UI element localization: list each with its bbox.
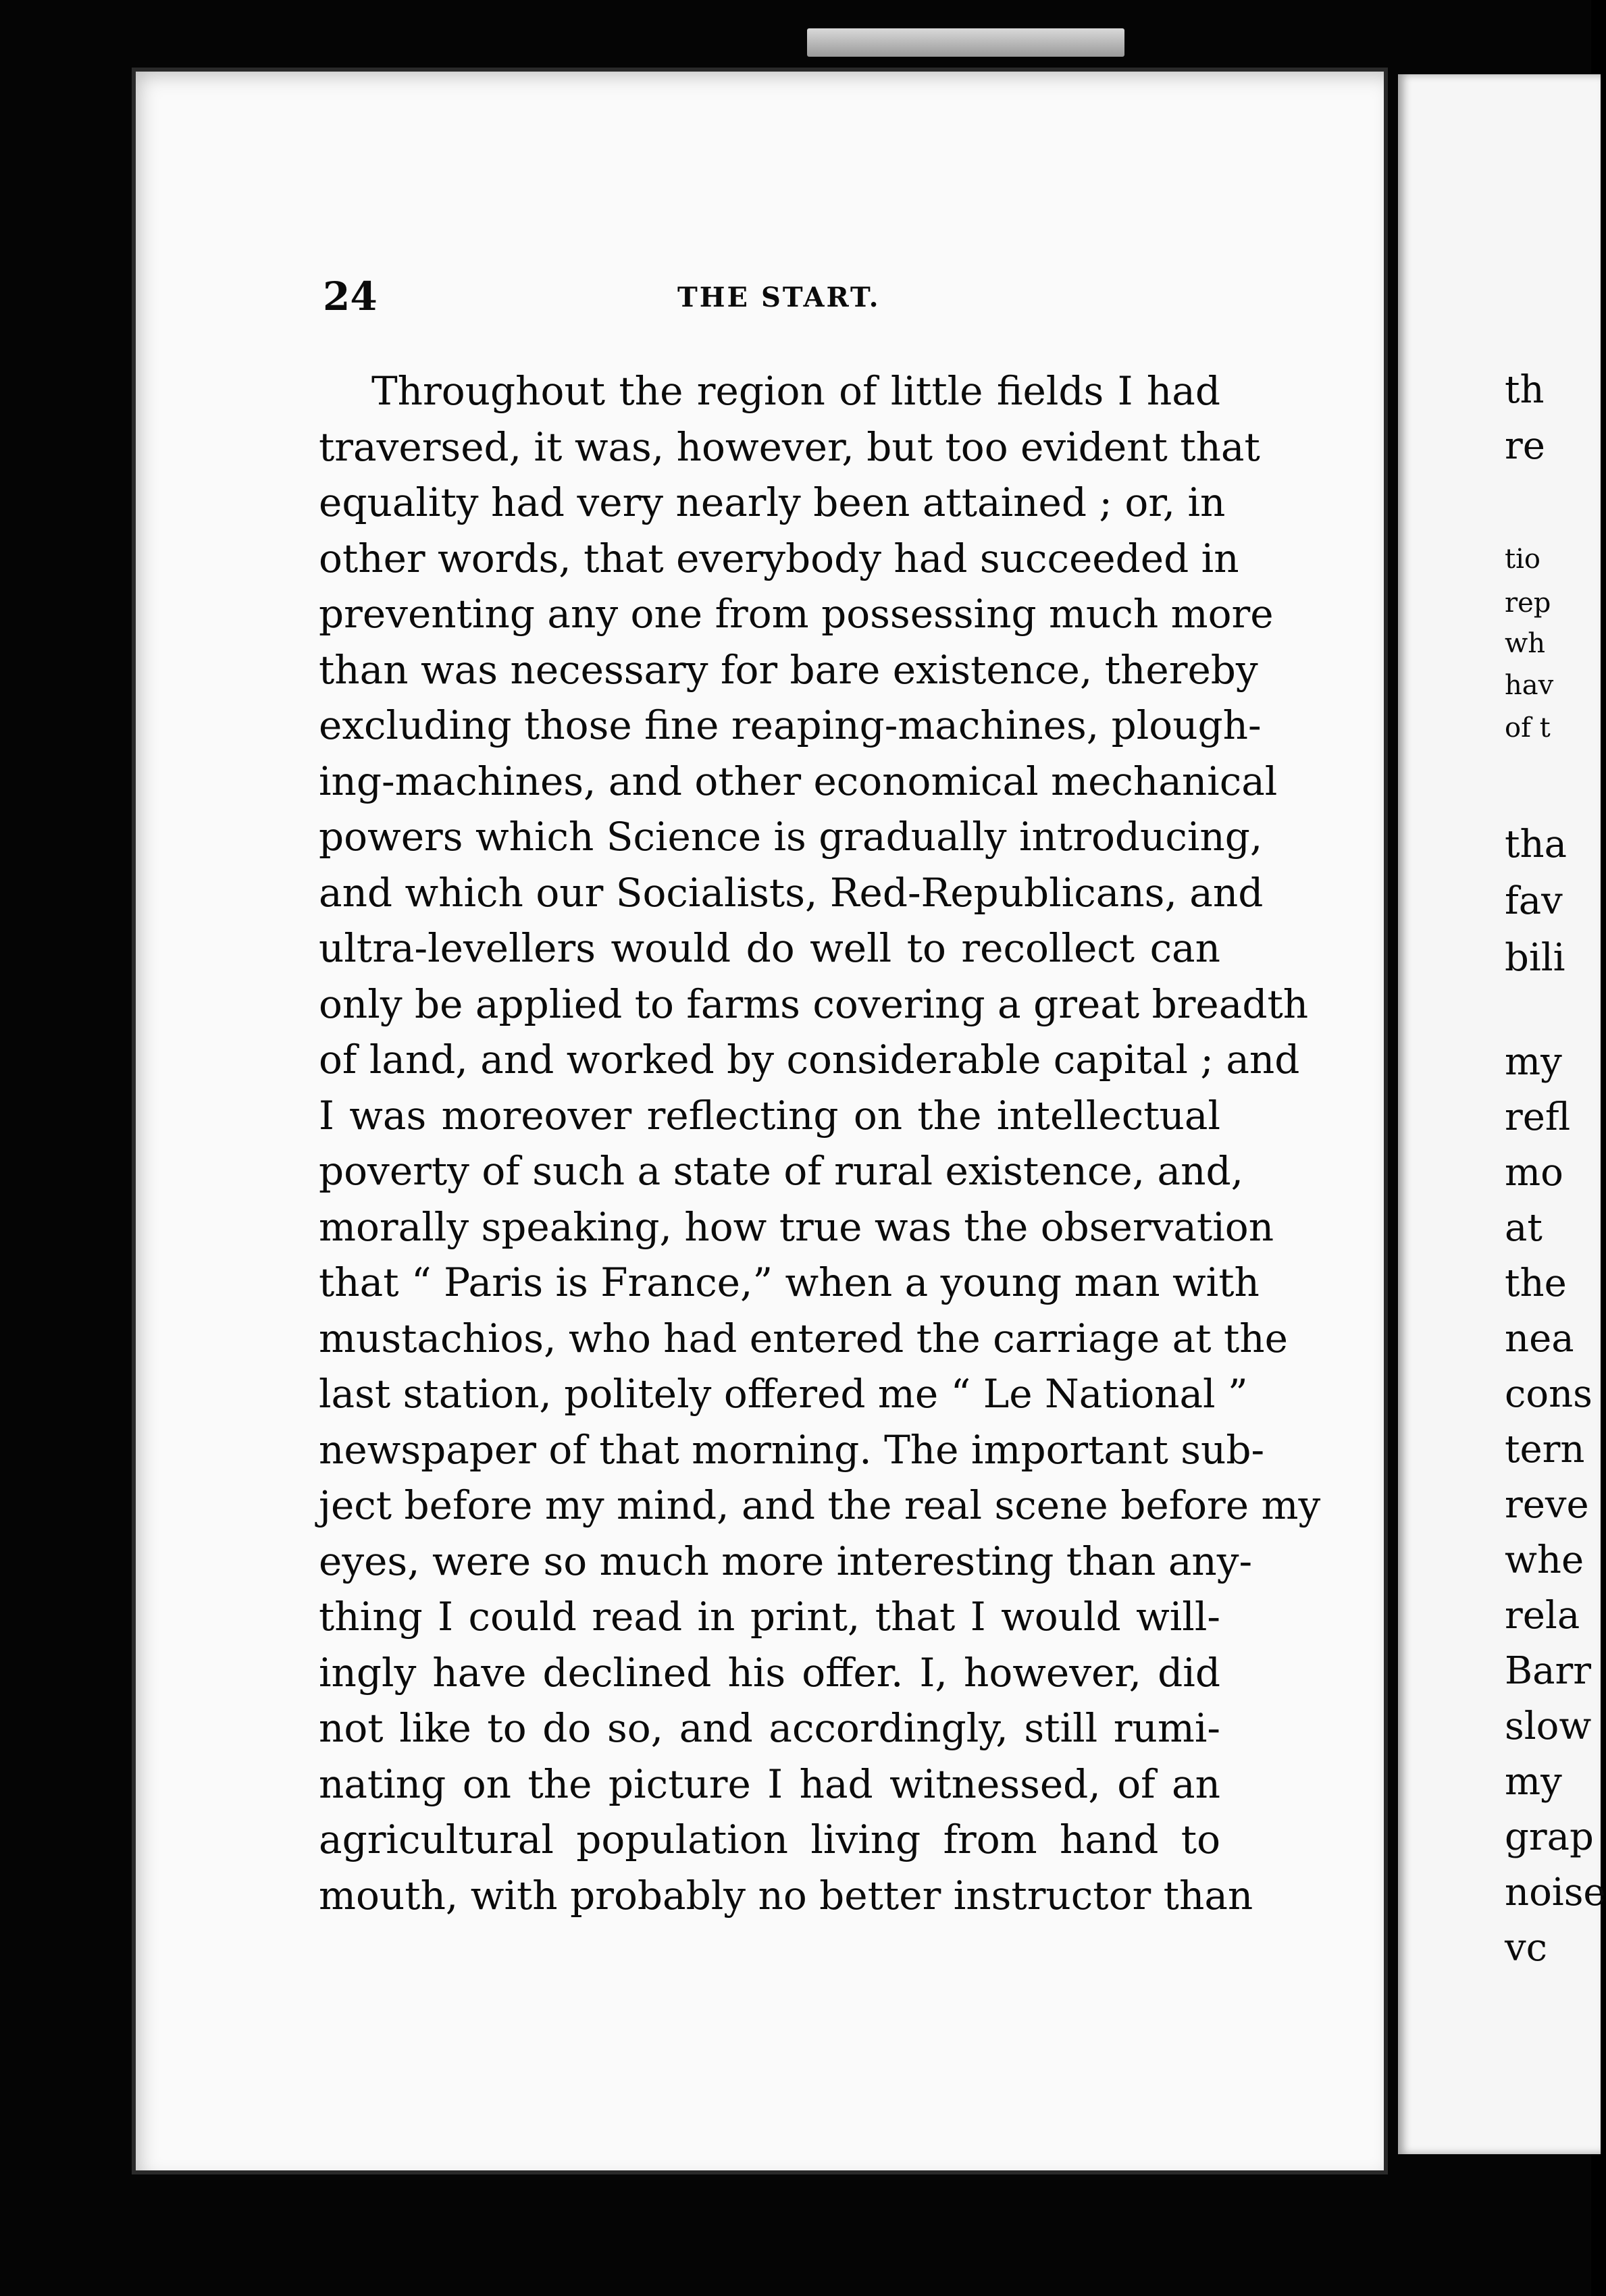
text-line: I was moreover reflecting on the intellectual [319, 1092, 1220, 1139]
right-page-fragment: wh [1505, 628, 1545, 659]
text-line: agricultural population living from hand to [319, 1817, 1220, 1862]
right-page-fragment: tern [1505, 1428, 1585, 1471]
right-page-fragment: re [1505, 424, 1545, 468]
right-page-fragment: reve [1505, 1483, 1589, 1527]
text-line: and which our Socialists, Red-Republicans, and [319, 869, 1264, 916]
text-line: excluding those fine reaping-machines, plough- [319, 702, 1262, 748]
right-page-fragment: nea [1505, 1317, 1574, 1361]
text-line: preventing any one from possessing much more [319, 591, 1274, 637]
right-page-fragment: tio [1505, 544, 1540, 575]
text-line: nating on the picture I had witnessed, of an [319, 1760, 1220, 1807]
binding-strip [807, 28, 1124, 57]
right-page-fragment: slow [1505, 1704, 1592, 1748]
text-line: equality had very nearly been attained ; or, in [319, 479, 1226, 525]
right-page-fragment: at [1505, 1206, 1543, 1250]
text-line: mustachios, who had entered the carriage at the [319, 1315, 1288, 1361]
right-page-fragment: refl [1505, 1095, 1571, 1139]
right-page-fragment: cons [1505, 1372, 1592, 1416]
text-line: powers which Science is gradually introducing, [319, 814, 1263, 860]
text-line: other words, that everybody had succeeded in [319, 535, 1239, 581]
right-page-fragment: my [1505, 1040, 1562, 1084]
right-page-fragment: my [1505, 1760, 1562, 1804]
text-line: eyes, were so much more interesting than any- [319, 1538, 1253, 1584]
right-page-fragment: noise [1505, 1871, 1606, 1914]
right-page-fragment: mo [1505, 1151, 1563, 1195]
text-line: morally speaking, how true was the observation [319, 1203, 1274, 1250]
text-line: last station, politely offered me “ Le National ” [319, 1371, 1248, 1417]
right-page-fragment: of t [1505, 712, 1551, 743]
right-page-fragment: th [1505, 368, 1545, 412]
right-page-fragment: bili [1505, 936, 1565, 980]
right-page-fragment: the [1505, 1261, 1567, 1305]
right-page-fragment: tha [1505, 823, 1567, 866]
right-page-fragment: grap [1505, 1815, 1594, 1859]
page-number: 24 [323, 273, 378, 319]
text-line: mouth, with probably no better instructor than [319, 1872, 1253, 1919]
running-title: THE START. [677, 282, 881, 313]
right-page-fragment: fav [1505, 879, 1563, 923]
right-page-fragment: hav [1505, 670, 1554, 701]
text-line: ing-machines, and other economical mechanical [319, 758, 1278, 804]
text-line: that “ Paris is France,” when a young man with [319, 1259, 1260, 1305]
right-page-fragment: rela [1505, 1594, 1580, 1638]
right-page-fragment: whe [1505, 1538, 1584, 1582]
right-page-fragment: rep [1505, 588, 1551, 619]
body-text [319, 363, 1321, 1923]
text-line: than was necessary for bare existence, thereby [319, 646, 1258, 693]
text-line: traversed, it was, however, but too evident that [319, 423, 1260, 470]
text-line: ingly have declined his offer. I, however, did [319, 1649, 1220, 1696]
text-line: of land, and worked by considerable capital ; and [319, 1037, 1300, 1082]
text-line: ject before my mind, and the real scene before my [319, 1482, 1321, 1528]
text-line: poverty of such a state of rural existence, and, [319, 1148, 1244, 1194]
right-page-fragment: Barr [1505, 1649, 1592, 1693]
text-line: only be applied to farms covering a great breadth [319, 981, 1309, 1027]
text-line: newspaper of that morning. The important sub- [319, 1426, 1265, 1473]
running-head [323, 273, 1221, 328]
text-line: thing I could read in print, that I would will- [319, 1594, 1220, 1640]
text-line: ultra-levellers would do well to recollect can [319, 925, 1220, 971]
text-line: not like to do so, and accordingly, still rumi- [319, 1705, 1220, 1751]
text-line: Throughout the region of little fields I had [371, 368, 1220, 414]
right-page-fragment: vc [1505, 1926, 1547, 1970]
